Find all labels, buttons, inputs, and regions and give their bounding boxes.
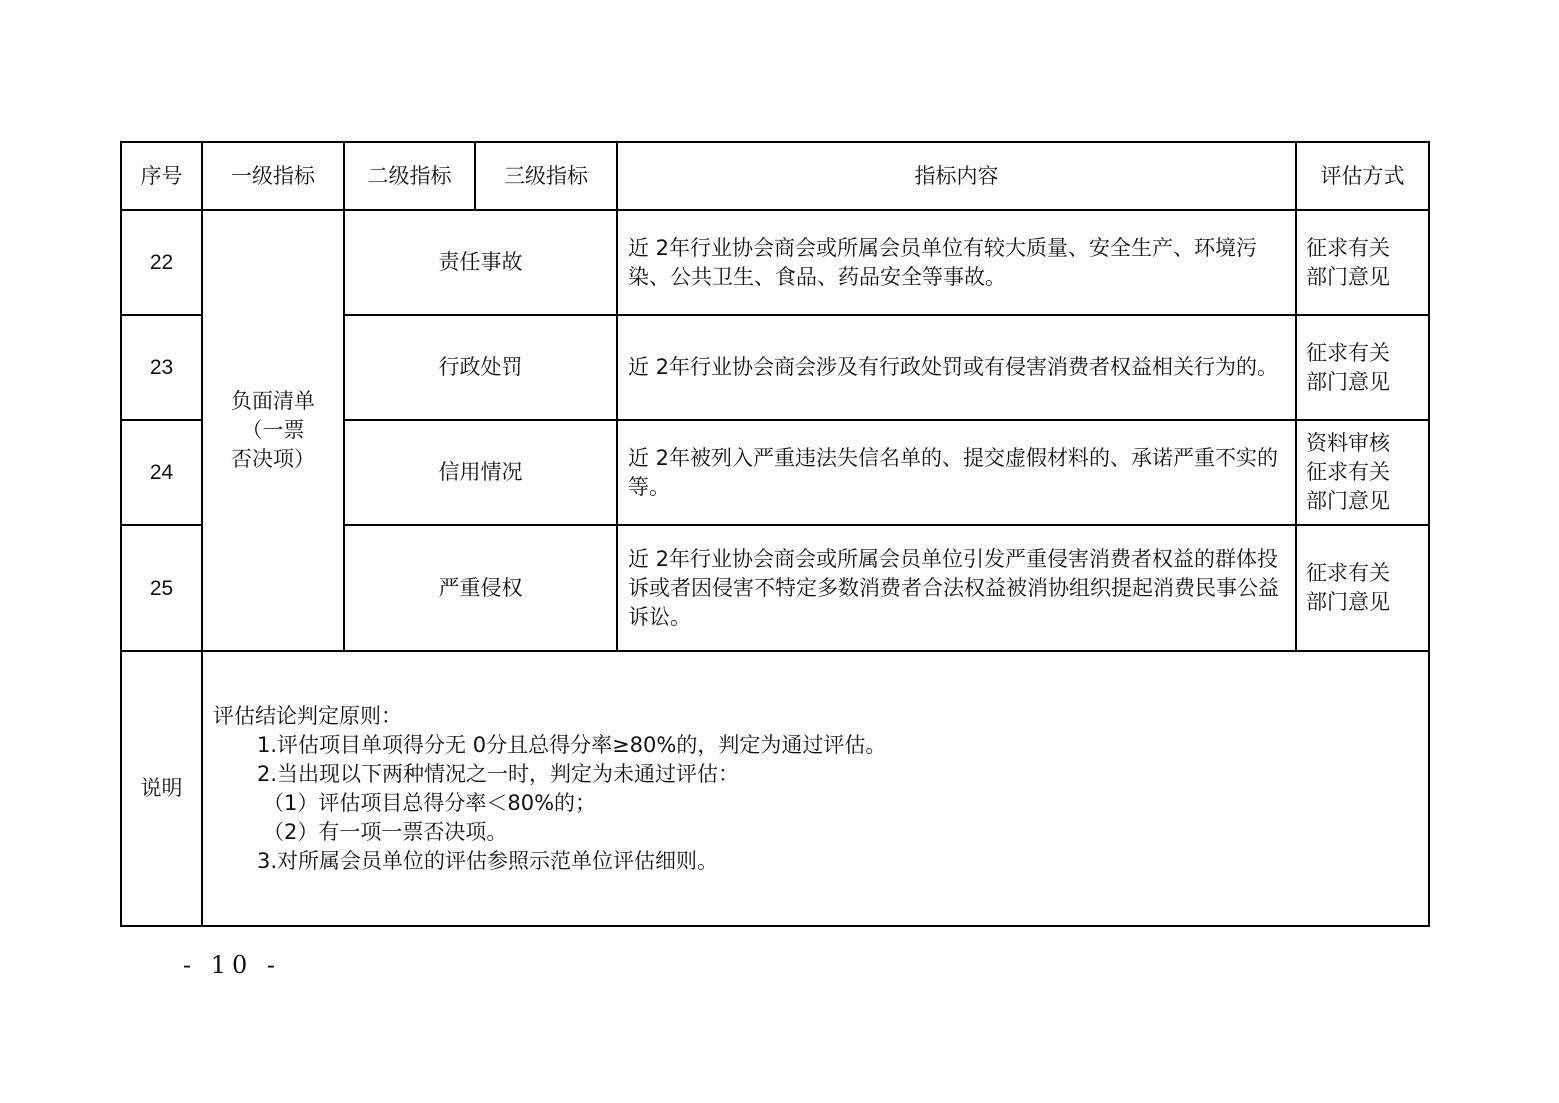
row-method xyxy=(1296,210,1429,315)
evaluation-table xyxy=(120,141,1430,927)
method-line: 部门意见 xyxy=(1306,489,1390,513)
notes-cell xyxy=(202,651,1429,926)
row-method xyxy=(1296,525,1429,651)
group-label-cell xyxy=(202,210,344,651)
notes-line: 3.对所属会员单位的评估参照示范单位评估细则。 xyxy=(257,848,719,873)
method-line: 部门意见 xyxy=(1306,264,1390,289)
method-line: 征求有关 xyxy=(1306,561,1390,585)
row-content: 近 2年行业协会商会或所属会员单位引发严重侵害消费者权益的群体投诉或者因侵害不特定多数消费者合法权益被消协组织提起消费民事公益诉讼。 xyxy=(617,525,1296,651)
row-indicator: 严重侵权 xyxy=(344,525,617,651)
header-level3: 三级指标 xyxy=(475,142,617,210)
header-level1: 一级指标 xyxy=(202,142,344,210)
row-seq: 25 xyxy=(121,525,202,651)
row-content: 近 2年行业协会商会或所属会员单位有较大质量、安全生产、环境污染、公共卫生、食品、药品安全等事故。 xyxy=(617,210,1296,315)
method-line: 征求有关 xyxy=(1306,235,1390,260)
row-indicator: 行政处罚 xyxy=(344,315,617,420)
method-line: 部门意见 xyxy=(1306,369,1390,394)
header-row xyxy=(121,142,1429,210)
row-method xyxy=(1296,315,1429,420)
notes-line: 2.当出现以下两种情况之一时，判定为未通过评估： xyxy=(257,761,740,786)
header-seq: 序号 xyxy=(121,142,202,210)
page-number: - 10 - xyxy=(183,951,282,979)
header-level2: 二级指标 xyxy=(344,142,475,210)
notes-line: （1）评估项目总得分率＜80%的； xyxy=(263,790,597,815)
notes-row xyxy=(121,651,1429,926)
notes-line: （2）有一项一票否决项。 xyxy=(263,819,508,844)
row-content: 近 2年被列入严重违法失信名单的、提交虚假材料的、承诺严重不实的等。 xyxy=(617,420,1296,525)
row-seq: 24 xyxy=(121,420,202,525)
method-line: 部门意见 xyxy=(1306,590,1390,614)
notes-label: 说明 xyxy=(121,651,202,926)
group-label-line: 负面清单 xyxy=(231,389,315,413)
row-indicator: 责任事故 xyxy=(344,210,617,315)
method-line: 征求有关 xyxy=(1306,340,1390,365)
group-label-line: （一票 xyxy=(241,418,305,442)
row-seq: 22 xyxy=(121,210,202,315)
notes-line: 1.评估项目单项得分无 0分且总得分率≥80%的，判定为通过评估。 xyxy=(257,732,887,757)
group-label-line: 否决项） xyxy=(231,447,315,471)
row-content: 近 2年行业协会商会涉及有行政处罚或有侵害消费者权益相关行为的。 xyxy=(617,315,1296,420)
header-content: 指标内容 xyxy=(617,142,1296,210)
row-indicator: 信用情况 xyxy=(344,420,617,525)
notes-heading: 评估结论判定原则： xyxy=(213,703,402,728)
table-row xyxy=(121,210,1429,315)
row-seq: 23 xyxy=(121,315,202,420)
header-method: 评估方式 xyxy=(1296,142,1429,210)
method-line: 征求有关 xyxy=(1306,460,1390,484)
method-line: 资料审核 xyxy=(1306,431,1390,455)
row-method xyxy=(1296,420,1429,525)
